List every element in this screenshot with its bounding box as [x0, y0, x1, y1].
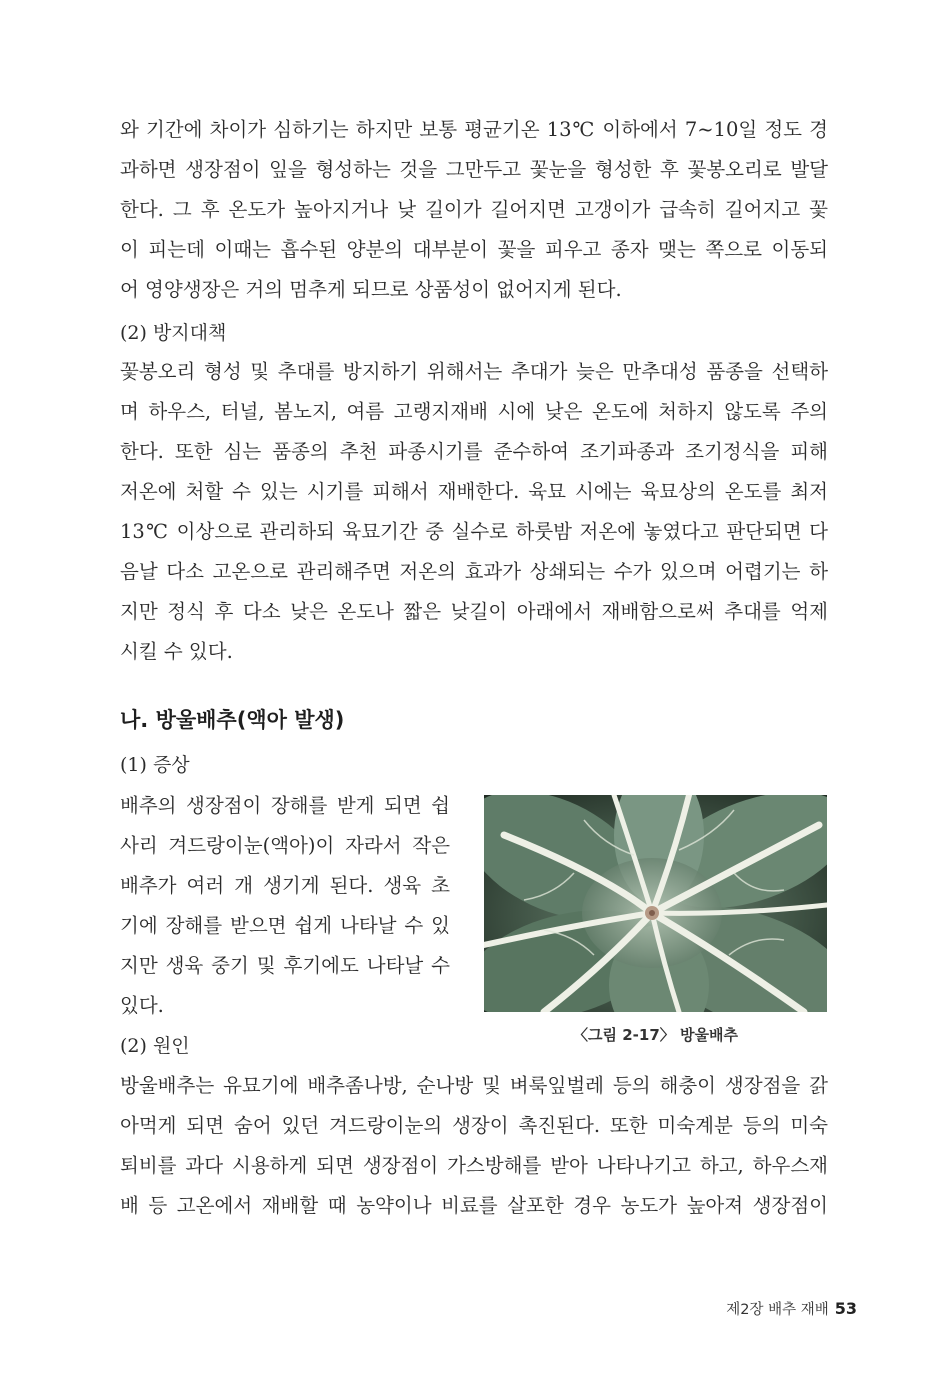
- page-footer: [726, 1298, 857, 1319]
- text-line: 기에 장해를 받으면 쉽게 나타날 수 있: [120, 914, 450, 937]
- text-line: 지만 정식 후 다소 낮은 온도나 짧은 낮길이 아래에서 재배함으로써 추대를 억제: [120, 600, 828, 623]
- text-line: 와 기간에 차이가 심하기는 하지만 보통 평균기온 13℃ 이하에서 7~10일 정도 경: [120, 118, 828, 141]
- cabbage-photo: [484, 795, 827, 1012]
- figure-caption: 〈그림 2-17〉 방울배추: [573, 1026, 738, 1044]
- text-line: 지만 생육 중기 및 후기에도 나타날 수: [120, 954, 450, 977]
- text-line: 13℃ 이상으로 관리하되 육묘기간 중 실수로 하룻밤 저온에 놓였다고 판단되면 다: [120, 520, 828, 543]
- text-line: 며 하우스, 터널, 봄노지, 여름 고랭지재배 시에 낮은 온도에 처하지 않도록 주의: [120, 400, 828, 423]
- body-paragraph-prevention: [120, 352, 828, 672]
- subheading-prevention: (2) 방지대책: [120, 322, 227, 344]
- text-line: 사리 겨드랑이눈(액아)이 자라서 작은: [120, 834, 450, 857]
- text-line: 꽃봉오리 형성 및 추대를 방지하기 위해서는 추대가 늦은 만추대성 품종을 선택하: [120, 360, 828, 383]
- text-line: 배 등 고온에서 재배할 때 농약이나 비료를 살포한 경우 농도가 높아져 생장점이: [120, 1194, 828, 1217]
- chapter-label: 제2장 배추 재배: [726, 1302, 829, 1318]
- text-line: 방울배추는 유묘기에 배추좀나방, 순나방 및 벼룩잎벌레 등의 해충이 생장점을 갉: [120, 1074, 828, 1097]
- body-paragraph-symptom: [120, 786, 450, 1026]
- text-line: 아먹게 되면 숨어 있던 겨드랑이눈의 생장이 촉진된다. 또한 미숙계분 등의 미숙: [120, 1114, 828, 1137]
- page-number: 53: [834, 1299, 857, 1318]
- body-paragraph-bolting-cause: [120, 110, 828, 310]
- text-line: 이 피는데 이때는 흡수된 양분의 대부분이 꽃을 피우고 종자 맺는 쪽으로 이동되: [120, 238, 828, 261]
- body-paragraph-cause: [120, 1066, 828, 1226]
- text-line: 저온에 처할 수 있는 시기를 피해서 재배한다. 육묘 시에는 육묘상의 온도를 최저: [120, 480, 828, 503]
- text-line: 배추가 여러 개 생기게 된다. 생육 초: [120, 874, 450, 897]
- text-line: 과하면 생장점이 잎을 형성하는 것을 그만두고 꽃눈을 형성한 후 꽃봉오리로 발달: [120, 158, 828, 181]
- text-line: 퇴비를 과다 시용하게 되면 생장점이 가스방해를 받아 나타나기고 하고, 하우스재: [120, 1154, 828, 1177]
- text-line: 한다. 그 후 온도가 높아지거나 낮 길이가 길어지면 고갱이가 급속히 길어지고 꽃: [120, 198, 828, 221]
- subheading-symptom: (1) 증상: [120, 754, 190, 776]
- text-line: 배추의 생장점이 장해를 받게 되면 쉽: [120, 794, 450, 817]
- subheading-cause: (2) 원인: [120, 1035, 190, 1057]
- text-line: 한다. 또한 심는 품종의 추천 파종시기를 준수하여 조기파종과 조기정식을 피해: [120, 440, 828, 463]
- text-line: 있다.: [120, 994, 164, 1017]
- text-line: 음날 다소 고온으로 관리해주면 저온의 효과가 상쇄되는 수가 있으며 어렵기는 하: [120, 560, 828, 583]
- text-line: 시킬 수 있다.: [120, 640, 233, 663]
- text-line: 어 영양생장은 거의 멈추게 되므로 상품성이 없어지게 된다.: [120, 278, 622, 301]
- section-title: 나. 방울배추(액아 발생): [120, 708, 345, 732]
